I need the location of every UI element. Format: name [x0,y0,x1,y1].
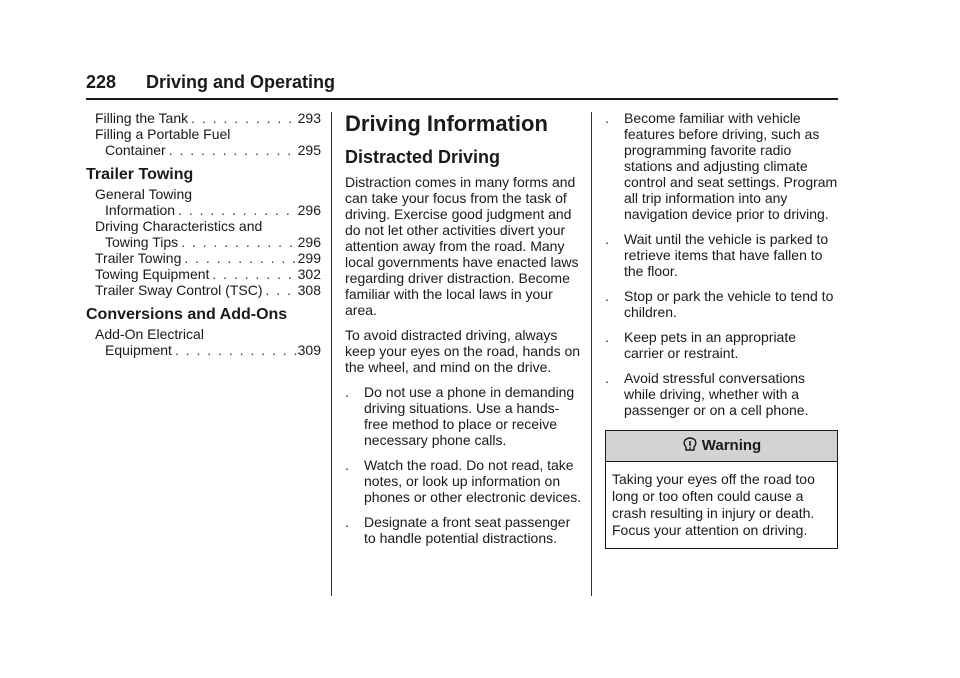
bullet-glyph: . [345,514,349,530]
bullet-glyph: . [605,288,609,304]
warning-title: Warning [701,437,762,454]
toc-entry-label: Towing Tips [105,234,179,250]
toc-entry-page: 302 [297,266,321,282]
list-item [345,384,582,448]
toc-entry-label: Add-On Electrical [95,326,204,342]
list-item-text: Keep pets in an appropriate carrier or restraint. [624,329,797,361]
toc-entry-page: 295 [297,142,321,158]
bullet-glyph: . [605,231,609,247]
toc-entry[interactable] [95,282,321,298]
toc-entry-page: 296 [297,202,321,218]
bullet-glyph: . [605,370,609,386]
toc-entry[interactable] [95,186,321,218]
column-divider [591,112,592,596]
toc-entry[interactable] [95,126,321,158]
list-item-text: Wait until the vehicle is parked to retrieve items that have fallen to the floor. [624,231,829,279]
warning-box [605,430,838,549]
warning-icon [682,437,698,455]
toc-entry[interactable] [95,250,321,266]
toc-entry-page: 293 [297,110,321,126]
list-item-text: Do not use a phone in demanding driving situations. Use a hands-free method to place or receive necessary phone calls. [364,384,575,448]
list-item [605,231,838,279]
toc-entry[interactable] [95,326,321,358]
page-number: 228 [86,72,117,92]
list-item [605,110,838,222]
bullet-glyph: . [605,110,609,126]
list-item [605,288,838,320]
main-column [345,110,582,555]
list-item [605,370,838,418]
table-of-contents [86,110,321,358]
toc-entry-label: Equipment [105,342,172,358]
bullet-glyph: . [345,384,349,400]
list-item-text: Stop or park the vehicle to tend to children. [624,288,834,320]
right-column [605,110,838,549]
toc-entry-page: 308 [297,282,321,298]
header-rule [86,98,838,100]
list-item-text: Avoid stressful conversations while driving, whether with a passenger or on a cell phone. [624,370,809,418]
chapter-heading: Driving Information [345,111,548,136]
toc-entry-page: 296 [297,234,321,250]
toc-entry-label: Driving Characteristics and [95,218,263,234]
toc-entry-label: Filling the Tank [95,110,189,126]
section-heading: Distracted Driving [345,147,501,167]
list-item [345,514,582,546]
warning-text: Taking your eyes off the road too long or too often could cause a crash resulting in injury or death. Focus your attention on driving. [612,471,815,538]
toc-entry-page: 309 [297,342,321,358]
bullet-glyph: . [345,457,349,473]
list-item-text: Become familiar with vehicle features before driving, such as programming favorite radio stations and adjusting climate control and seat settings. Program all trip information into any navigation device prior to driving. [624,110,838,222]
paragraph: To avoid distracted driving, always keep your eyes on the road, hands on the wheel, and mind on the drive. [345,327,581,375]
toc-entry-label: Trailer Sway Control (TSC) [95,282,263,298]
toc-entry-label: General Towing [95,186,193,202]
toc-entry-label: Trailer Towing [95,250,182,266]
list-item [605,329,838,361]
toc-entry-page: 299 [297,250,321,266]
list-item-text: Watch the road. Do not read, take notes, or look up information on phones or other electronic devices. [364,457,582,505]
warning-header [606,431,837,462]
paragraph: Distraction comes in many forms and can take your focus from the task of driving. Exercise good judgment and do not let other activities divert your attention away from the road. Many local governments have enacted laws regarding driver distraction. Become familiar with the local laws in your area. [345,174,579,318]
toc-entry-label: Container [105,142,166,158]
toc-group-title[interactable]: Trailer Towing [86,166,194,183]
toc-entry[interactable] [95,110,321,126]
bullet-glyph: . [605,329,609,345]
toc-entry[interactable] [95,218,321,250]
list-item [345,457,582,505]
list-item-text: Designate a front seat passenger to handle potential distractions. [364,514,571,546]
toc-entry[interactable] [95,266,321,282]
section-title: Driving and Operating [146,72,336,92]
toc-entry-label: Information [105,202,176,218]
toc-entry-label: Filling a Portable Fuel [95,126,231,142]
toc-group-title[interactable]: Conversions and Add-Ons [86,306,288,323]
toc-entry-label: Towing Equipment [95,266,210,282]
column-divider [331,112,332,596]
